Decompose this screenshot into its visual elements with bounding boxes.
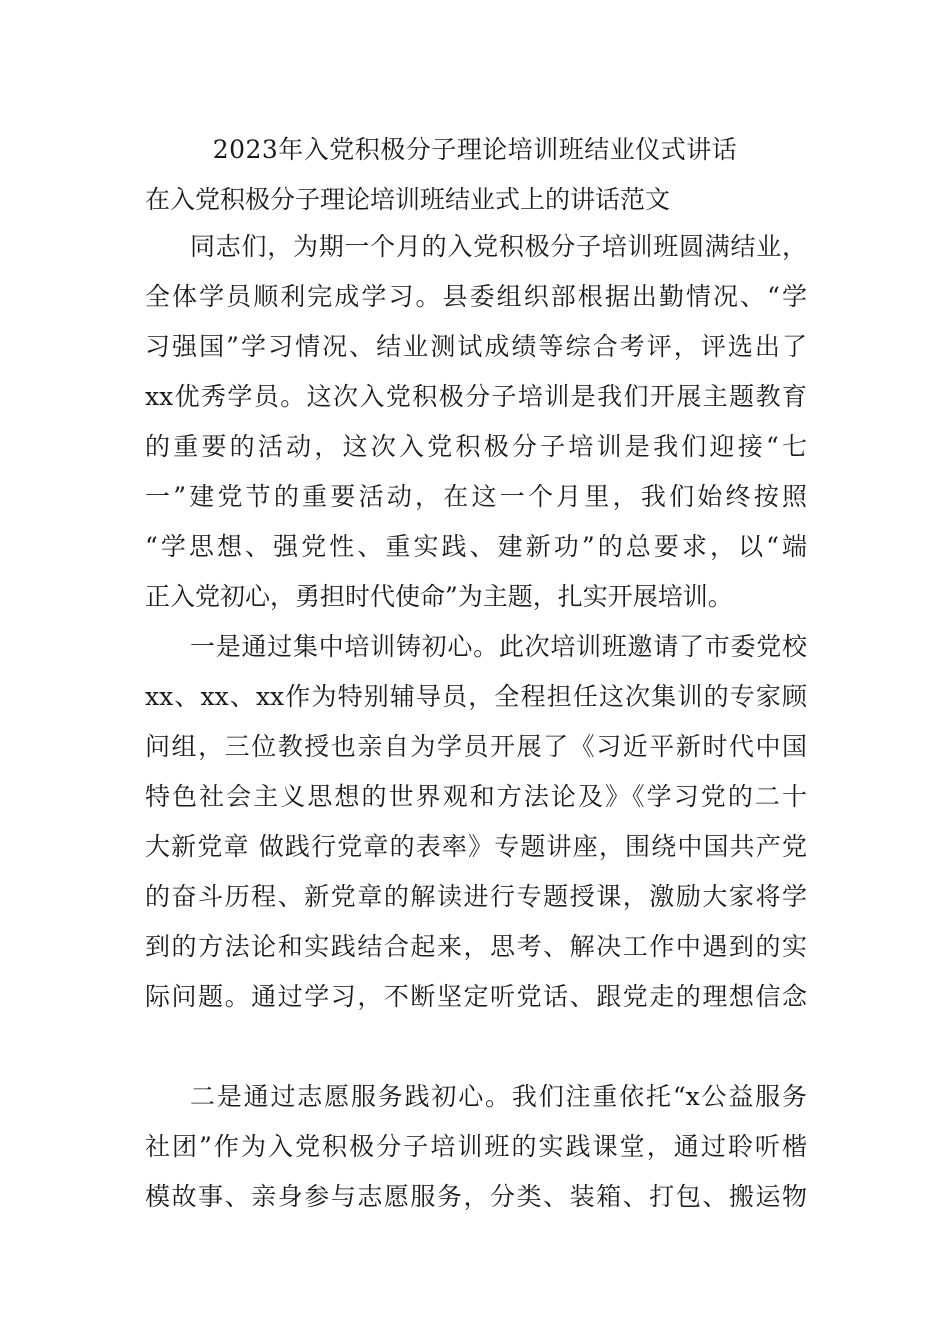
paragraph-2-line-2: xx、xx、xx作为特别辅导员，全程担任这次集训的专家顾 bbox=[145, 682, 807, 711]
paragraph-1-line-8: 正入党初心，勇担时代使命”为主题，扎实开展培训。 bbox=[145, 582, 733, 611]
paragraph-1-line-4: xx优秀学员。这次入党积极分子培训是我们开展主题教育 bbox=[145, 382, 807, 411]
paragraph-1-line-3: 习强国”学习情况、结业测试成绩等综合考评，评选出了 bbox=[145, 332, 807, 361]
paragraph-2-line-8: 际问题。通过学习，不断坚定听党话、跟党走的理想信念 bbox=[145, 982, 807, 1011]
document-subtitle: 在入党积极分子理论培训班结业式上的讲话范文 bbox=[145, 185, 671, 214]
paragraph-1-line-5: 的重要的活动，这次入党积极分子培训是我们迎接“七 bbox=[145, 432, 807, 461]
paragraph-2-line-1: 一是通过集中培训铸初心。此次培训班邀请了市委党校 bbox=[190, 632, 807, 661]
paragraph-3-line-2: 社团”作为入党积极分子培训班的实践课堂，通过聆听楷 bbox=[145, 1132, 807, 1161]
paragraph-1-line-1: 同志们，为期一个月的入党积极分子培训班圆满结业， bbox=[190, 232, 807, 261]
paragraph-1-line-2: 全体学员顺利完成学习。县委组织部根据出勤情况、“学 bbox=[145, 282, 807, 311]
paragraph-3-line-3: 模故事、亲身参与志愿服务，分类、装箱、打包、搬运物 bbox=[145, 1182, 807, 1211]
paragraph-1-line-6: 一”建党节的重要活动，在这一个月里，我们始终按照 bbox=[145, 482, 807, 511]
paragraph-2-line-3: 问组，三位教授也亲自为学员开展了《习近平新时代中国 bbox=[145, 732, 807, 761]
paragraph-2-line-6: 的奋斗历程、新党章的解读进行专题授课，激励大家将学 bbox=[145, 882, 807, 911]
document-title: 2023年入党积极分子理论培训班结业仪式讲话 bbox=[212, 135, 738, 164]
paragraph-3-line-1: 二是通过志愿服务践初心。我们注重依托“x公益服务 bbox=[190, 1082, 807, 1111]
paragraph-2-line-7: 到的方法论和实践结合起来，思考、解决工作中遇到的实 bbox=[145, 932, 807, 961]
paragraph-1-line-7: “学思想、强党性、重实践、建新功”的总要求，以“端 bbox=[145, 532, 807, 561]
paragraph-2-line-4: 特色社会主义思想的世界观和方法论及》《学习党的二十 bbox=[145, 782, 807, 811]
paragraph-2-line-5: 大新党章 做践行党章的表率》专题讲座，围绕中国共产党 bbox=[145, 832, 807, 861]
